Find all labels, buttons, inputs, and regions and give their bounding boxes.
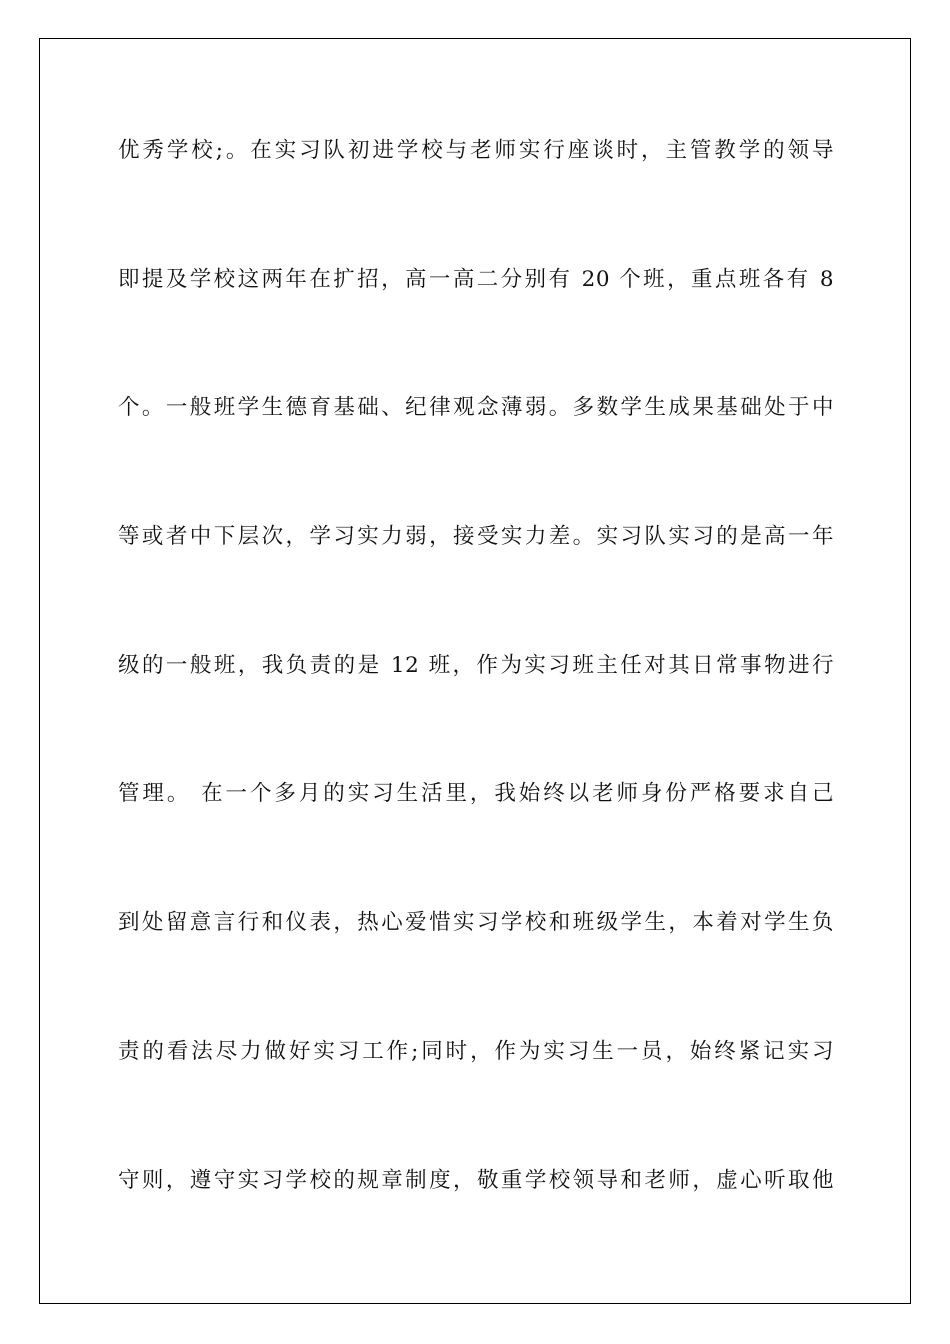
text-line: 守则，遵守实习学校的规章制度，敬重学校领导和老师，虚心听取他 <box>118 1167 834 1193</box>
text-line: 到处留意言行和仪表，热心爱惜实习学校和班级学生，本着对学生负 <box>118 910 834 936</box>
text-line: 级的一般班，我负责的是 12 班，作为实习班主任对其日常事物进行 <box>118 652 834 678</box>
text-line: 即提及学校这两年在扩招，高一高二分别有 20 个班，重点班各有 8 <box>118 266 834 292</box>
text-line: 等或者中下层次，学习实力弱，接受实力差。实习队实习的是高一年 <box>118 524 834 550</box>
text-line: 管理。 在一个多月的实习生活里，我始终以老师身份严格要求自己 <box>118 781 834 807</box>
body-text <box>118 131 834 1289</box>
text-line: 优秀学校;。在实习队初进学校与老师实行座谈时，主管教学的领导 <box>118 138 834 163</box>
text-line: 责的看法尽力做好实习工作;同时，作为实习生一员，始终紧记实习 <box>118 1038 834 1064</box>
text-line: 个。一般班学生德育基础、纪律观念薄弱。多数学生成果基础处于中 <box>118 395 834 421</box>
page-frame <box>39 38 911 1304</box>
